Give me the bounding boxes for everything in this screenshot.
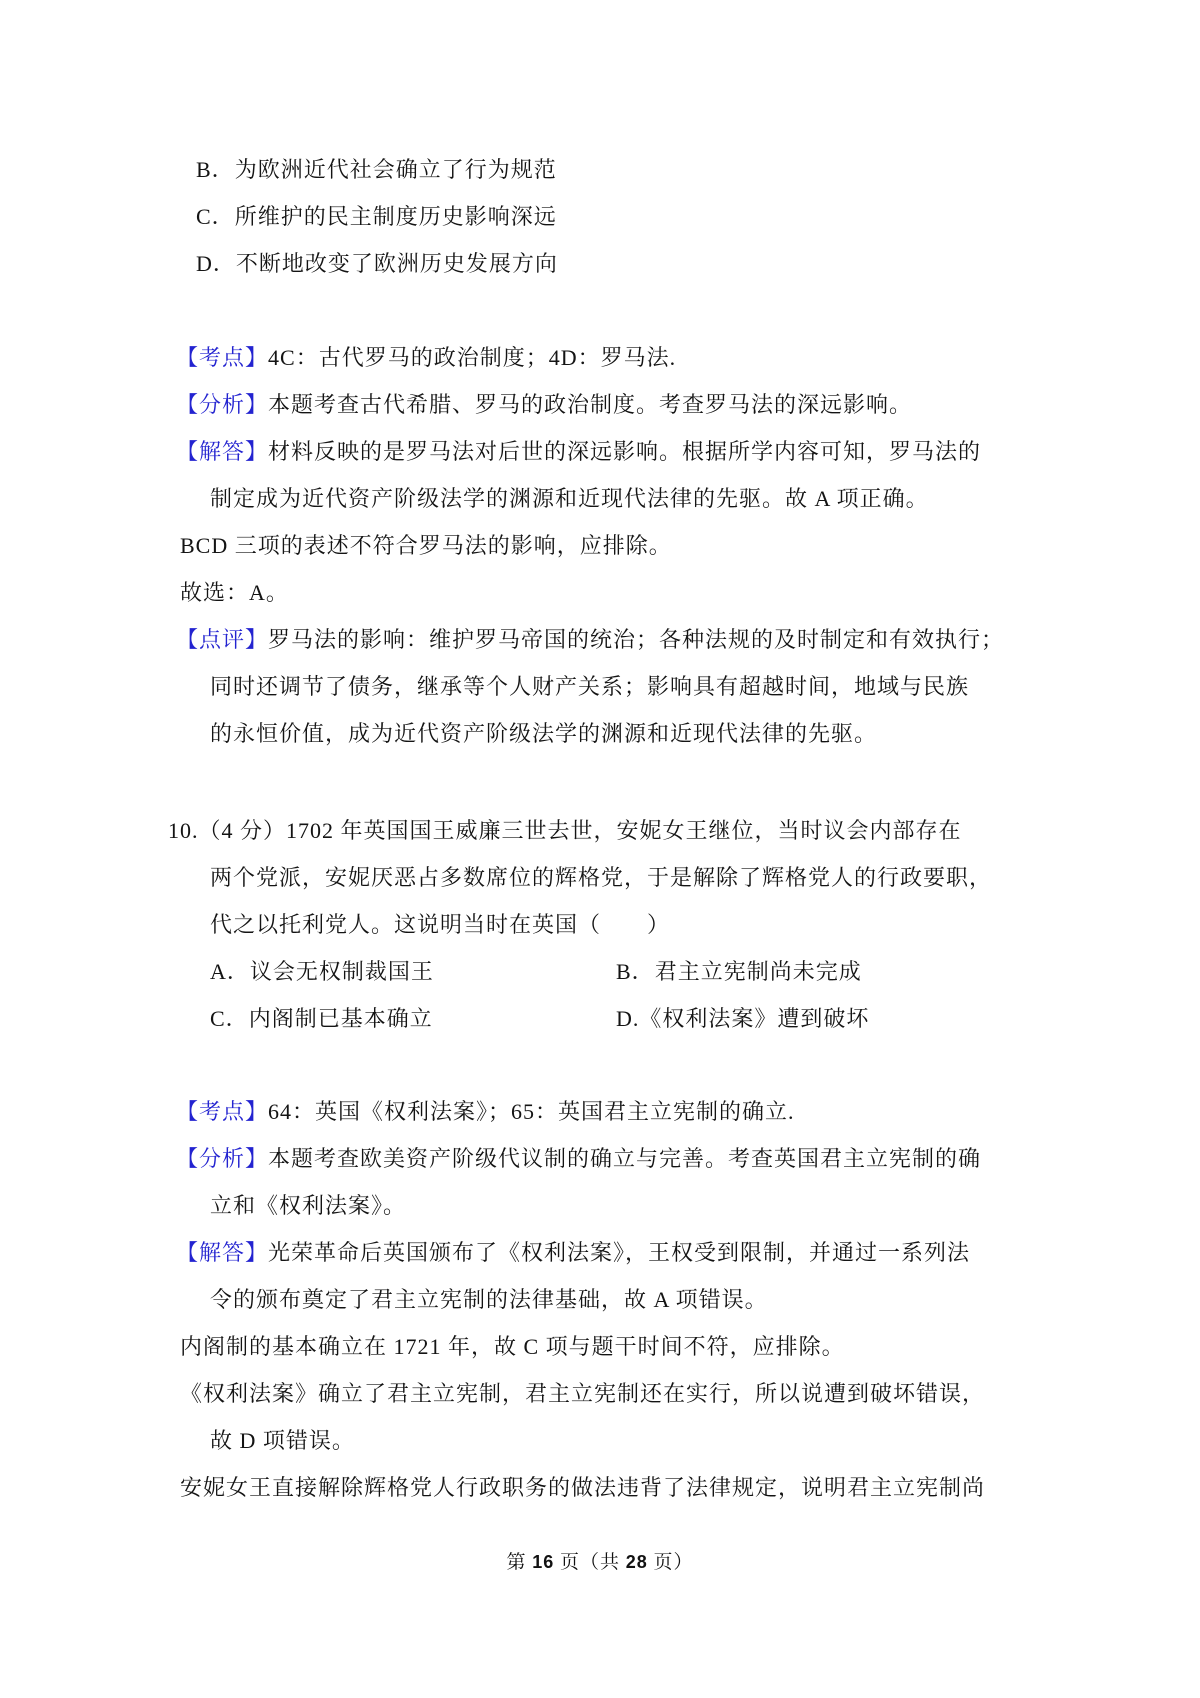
q10-question-block xyxy=(168,807,1048,1042)
q10-jieda-line1 xyxy=(168,1229,1048,1276)
option-text: 议会无权制裁国王 xyxy=(249,959,434,984)
q9-analysis-section xyxy=(168,334,1048,757)
q10-jieda-line2: 令的颁布奠定了君主立宪制的法律基础，故 A 项错误。 xyxy=(210,1287,768,1312)
q9-fenxi-line xyxy=(168,381,1048,428)
fenxi-text: 本题考查古代希腊、罗马的政治制度。考查罗马法的深远影响。 xyxy=(268,392,913,417)
option-label: B． xyxy=(616,959,655,984)
q10-fenxi-line2: 立和《权利法案》。 xyxy=(210,1193,407,1218)
q10-option-b xyxy=(616,959,862,984)
q10-kaodian-line xyxy=(168,1088,1048,1135)
q10-analysis-section xyxy=(168,1088,1048,1511)
option-label: D． xyxy=(196,251,236,276)
q9-jieda-line2: 制定成为近代资产阶级法学的渊源和近现代法律的先驱。故 A 项正确。 xyxy=(210,486,929,511)
fenxi-tag: 【分析】 xyxy=(176,392,269,417)
q9-options-block xyxy=(168,146,1048,287)
kaodian-tag: 【考点】 xyxy=(176,345,269,370)
fenxi-tag: 【分析】 xyxy=(176,1146,269,1171)
option-text: 所维护的民主制度历史影响深远 xyxy=(234,204,557,229)
q10-neige-line: 内阁制的基本确立在 1721 年，故 C 项与题干时间不符，应排除。 xyxy=(180,1334,845,1359)
option-text: 为欧洲近代社会确立了行为规范 xyxy=(234,157,557,182)
q9-option-c xyxy=(168,193,1048,240)
q10-quanli-line2: 故 D 项错误。 xyxy=(210,1428,355,1453)
dianping-tag: 【点评】 xyxy=(176,627,269,652)
footer-total-pages: 28 xyxy=(625,1552,648,1572)
footer-prefix: 第 xyxy=(506,1552,533,1573)
q10-stem-line2: 两个党派，安妮厌恶占多数席位的辉格党，于是解除了辉格党人的行政要职， xyxy=(210,865,993,890)
q10-anni-line: 安妮女王直接解除辉格党人行政职务的做法违背了法律规定，说明君主立宪制尚 xyxy=(180,1475,986,1500)
q10-fenxi-line1 xyxy=(168,1135,1048,1182)
kaodian-text: 4C：古代罗马的政治制度；4D：罗马法. xyxy=(268,345,677,370)
page-content xyxy=(168,0,1048,1511)
kaodian-text: 64：英国《权利法案》；65：英国君主立宪制的确立. xyxy=(268,1099,795,1124)
q10-options-row2 xyxy=(168,995,1048,1042)
option-text: 《权利法案》遭到破坏 xyxy=(639,1006,870,1031)
fenxi-text: 本题考查欧美资产阶级代议制的确立与完善。考查英国君主立宪制的确 xyxy=(268,1146,982,1171)
option-label: B． xyxy=(196,157,235,182)
q9-option-d xyxy=(168,240,1048,287)
option-text: 不断地改变了欧洲历史发展方向 xyxy=(235,251,558,276)
q9-dianping-line1 xyxy=(168,616,1048,663)
q9-dianping-line2: 同时还调节了债务，继承等个人财产关系；影响具有超越时间，地域与民族 xyxy=(210,674,970,699)
jieda-text: 材料反映的是罗马法对后世的深远影响。根据所学内容可知，罗马法的 xyxy=(268,439,982,464)
q9-kaodian-line xyxy=(168,334,1048,381)
option-label: A． xyxy=(210,959,250,984)
dianping-text: 罗马法的影响：维护罗马帝国的统治；各种法规的及时制定和有效执行； xyxy=(268,627,1005,652)
kaodian-tag: 【考点】 xyxy=(176,1099,269,1124)
q10-stem-line1: 10.（4 分）1702 年英国国王威廉三世去世，安妮女王继位，当时议会内部存在 xyxy=(168,818,962,843)
jieda-text: 光荣革命后英国颁布了《权利法案》，王权受到限制，并通过一系列法 xyxy=(268,1240,971,1265)
q9-bcd-line: BCD 三项的表述不符合罗马法的影响，应排除。 xyxy=(180,533,672,558)
q9-dianping-line3: 的永恒价值，成为近代资产阶级法学的渊源和近现代法律的先驱。 xyxy=(210,721,878,746)
footer-middle: 页（共 xyxy=(554,1552,626,1573)
q10-option-d xyxy=(616,1006,869,1031)
jieda-tag: 【解答】 xyxy=(176,439,269,464)
option-label: D. xyxy=(616,1006,640,1031)
q9-option-b xyxy=(168,146,1048,193)
footer-suffix: 页） xyxy=(647,1552,694,1573)
option-text: 内阁制已基本确立 xyxy=(248,1006,433,1031)
jieda-tag: 【解答】 xyxy=(176,1240,269,1265)
page-footer xyxy=(0,1548,1200,1577)
option-label: C． xyxy=(210,1006,249,1031)
q10-options-row1 xyxy=(168,948,1048,995)
q10-option-c xyxy=(210,995,616,1042)
q10-option-a xyxy=(210,948,616,995)
option-text: 君主立宪制尚未完成 xyxy=(654,959,862,984)
q10-quanli-line1: 《权利法案》确立了君主立宪制，君主立宪制还在实行，所以说遭到破坏错误， xyxy=(180,1381,986,1406)
q9-jieda-line1 xyxy=(168,428,1048,475)
q10-stem-line3: 代之以托利党人。这说明当时在英国（ ） xyxy=(210,912,671,937)
footer-page-number: 16 xyxy=(532,1552,555,1572)
option-label: C． xyxy=(196,204,235,229)
q9-answer-line: 故选：A。 xyxy=(180,580,289,605)
